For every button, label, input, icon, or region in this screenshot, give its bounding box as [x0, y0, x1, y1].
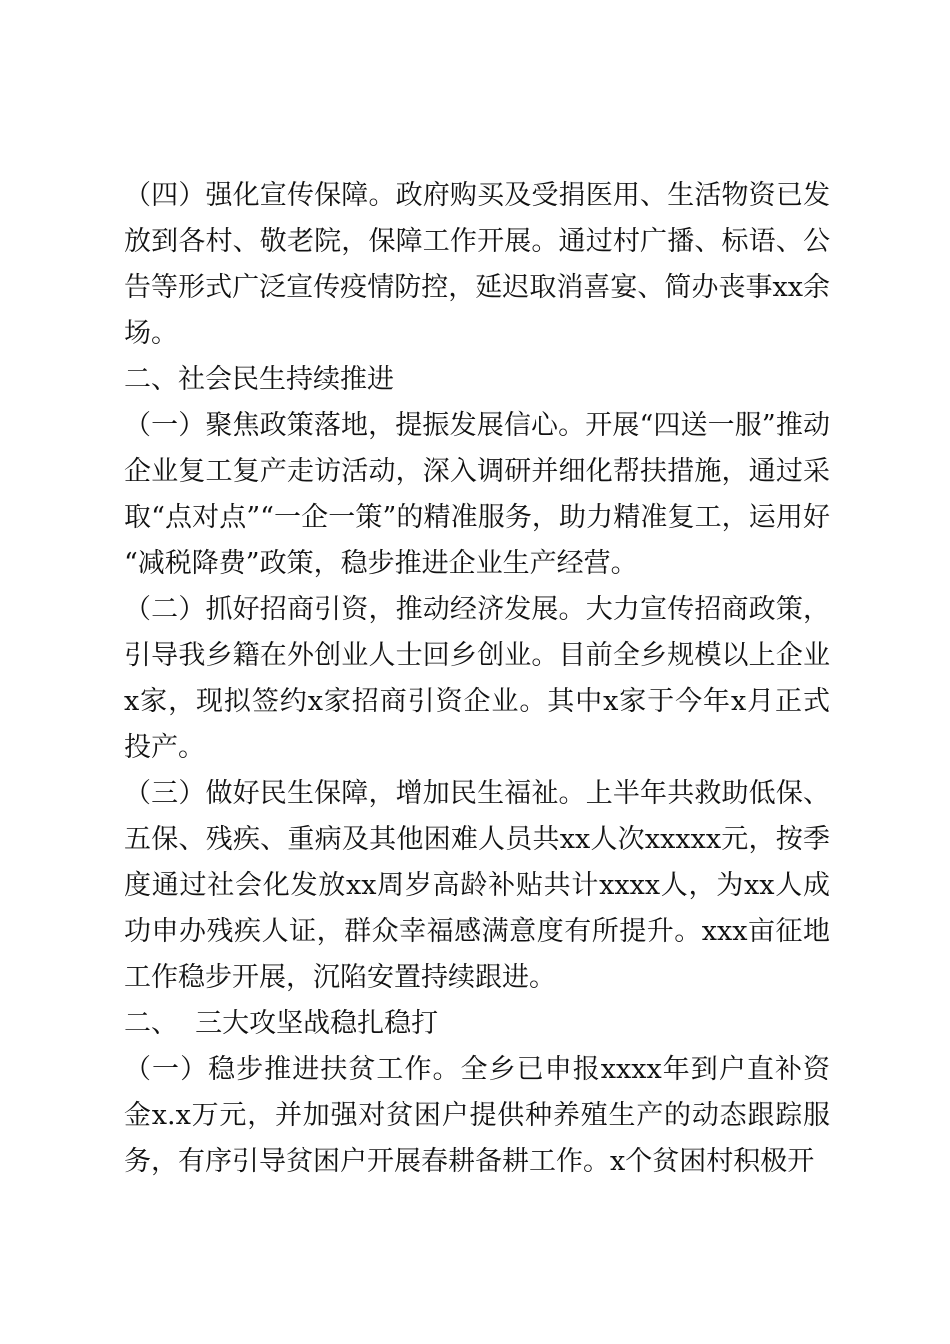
paragraph-investment-promotion: （二）抓好招商引资，推动经济发展。大力宣传招商政策，引导我乡籍在外创业人士回乡创业。目前全乡规模以上企业x家，现拟签约x家招商引资企业。其中x家于今年x月正式投产。 [124, 594, 830, 763]
paragraph-policy-implementation: （一）聚焦政策落地，提振发展信心。开展“四送一服”推动企业复工复产走访活动，深入调研并细化帮扶措施，通过采取“点对点”“一企一策”的精准服务，助力精准复工，运用好“减税降费”政策，稳步推进企业生产经营。 [124, 410, 830, 579]
paragraph-livelihood-security: （三）做好民生保障，增加民生福祉。上半年共救助低保、五保、残疾、重病及其他困难人员共xx人次xxxxx元，按季度通过社会化发放xx周岁高龄补贴共计xxxx人，为xx人成功申办残疾人证，群众幸福感满意度有所提升。xxx亩征地工作稳步开展，沉陷安置持续跟进。 [124, 778, 830, 993]
section-heading-three-battles: 二、 三大攻坚战稳扎稳打 [124, 1008, 439, 1039]
paragraph-publicity-guarantee: （四）强化宣传保障。政府购买及受捐医用、生活物资已发放到各村、敬老院，保障工作开展。通过村广播、标语、公告等形式广泛宣传疫情防控，延迟取消喜宴、简办丧事xx余场。 [124, 180, 830, 349]
paragraph-poverty-alleviation: （一）稳步推进扶贫工作。全乡已申报xxxx年到户直补资金x.x万元，并加强对贫困户提供种养殖生产的动态跟踪服务，有序引导贫困户开展春耕备耕工作。x个贫困村积极开 [124, 1054, 830, 1177]
section-heading-social-livelihood: 二、社会民生持续推进 [124, 364, 394, 395]
document-page [124, 173, 830, 1185]
